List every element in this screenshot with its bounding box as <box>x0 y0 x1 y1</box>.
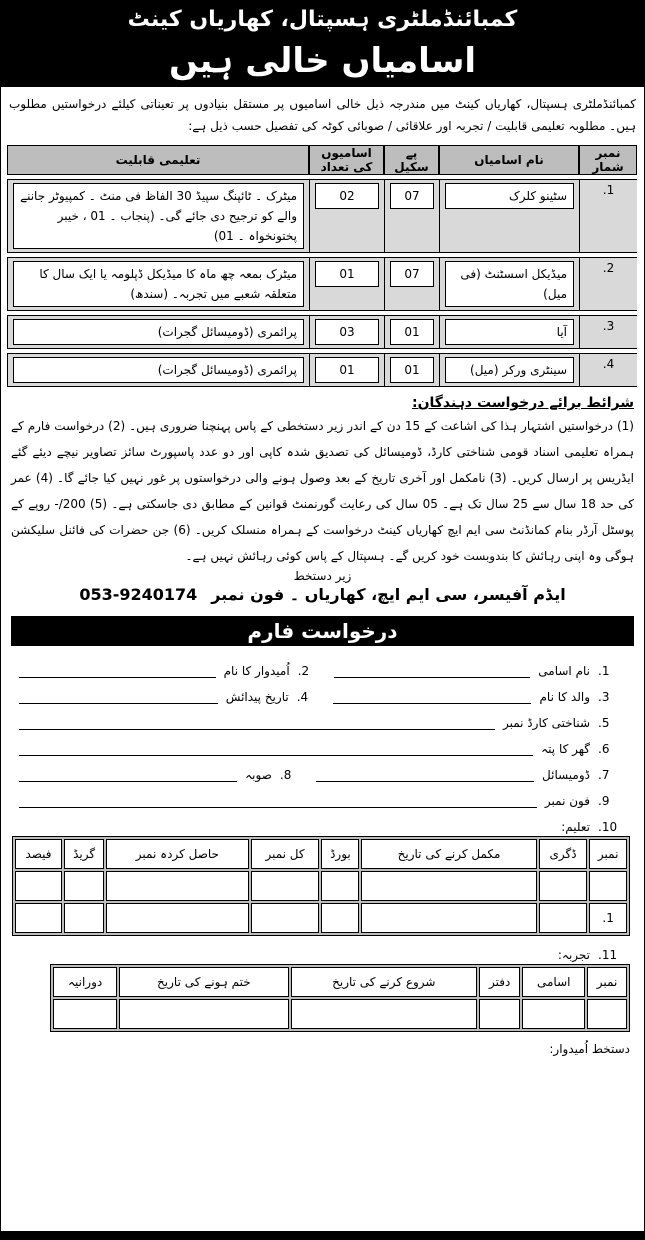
education-cell[interactable] <box>361 871 536 901</box>
experience-cell[interactable] <box>119 999 288 1029</box>
row-qualification: میٹرک بمعہ چھ ماہ کا میڈیکل ڈپلومہ یا ایک سال کا متعلقہ شعبے میں تجربہ۔ (سندھ) <box>13 261 304 307</box>
row-post-name-cell <box>439 257 579 311</box>
table-row <box>53 999 627 1029</box>
field-label-candidate: اُمیدوار کا نام <box>223 664 290 678</box>
experience-cell[interactable] <box>522 999 585 1029</box>
education-cell[interactable] <box>15 871 62 901</box>
field-number: 8. <box>279 768 292 782</box>
row-scale: 01 <box>390 319 434 345</box>
row-count: 01 <box>315 261 379 287</box>
row-serial: 2. <box>579 257 637 311</box>
father-name-line[interactable] <box>333 690 532 704</box>
experience-cell[interactable] <box>479 999 520 1029</box>
field-number: 1. <box>598 664 610 678</box>
address-line[interactable] <box>19 742 533 756</box>
education-cell[interactable] <box>321 903 359 933</box>
terms-body: (1) درخواستیں اشتہار ہذا کی اشاعت کے 15 دن کے اندر زیر دستخطی کے پاس پہنچنا ضروری ہیں۔ (2) درخواست فارم کے ہمراہ تعلیمی اسناد قومی شناختی کارڈ، ڈومیسائل کی تصدیق شدہ کاپی اور دو عدد پاسپورٹ سائز تصاویر نیچے دیئے گئے ایڈریس پر ارسال کریں۔ (3) نامکمل اور آخری تاریخ کے بعد وصول ہونے والی درخواستوں پر غور نہیں کیا جائے گا۔ (4) عمر کی حد 18 سال سے 25 سال تک ہے۔ 05 سال کی رعایت گورنمنٹ قوانین کے مطابق دی جاسکتی ہے۔ (5) 200/- روپے کے پوسٹل آرڈر بنام کمانڈنٹ سی ایم ایچ کھاریاں کینٹ درخواست کے ہمراہ منسلک کریں۔ (6) جن حضرات کی فائنل سلیکشن ہوگی وہ اپنی رہائش کا بندوبست خود کریں گے۔ ہسپتال کے پاس کوئی رہائش نہیں ہے۔ <box>11 419 634 563</box>
experience-table <box>50 964 630 1032</box>
education-cell[interactable] <box>106 903 249 933</box>
education-cell[interactable] <box>539 871 588 901</box>
experience-cell[interactable] <box>587 999 627 1029</box>
row-count: 03 <box>315 319 379 345</box>
education-cell[interactable] <box>251 903 320 933</box>
field-label-experience: تجربہ: <box>557 948 590 962</box>
row-post-name: میڈیکل اسسٹنٹ (فی میل) <box>445 261 574 307</box>
edu-col-degree: ڈگری <box>539 839 588 869</box>
hospital-name: کمبائنڈملٹری ہسپتال، کھاریاں کینٹ <box>127 7 518 32</box>
row-post-name-cell <box>439 315 579 349</box>
field-number: 7. <box>598 768 610 782</box>
col-qualification: تعلیمی قابلیت <box>7 145 309 175</box>
exp-col-post: اسامی <box>522 967 585 997</box>
row-qual-cell <box>7 315 309 349</box>
row-post-name: سینٹری ورکر (میل) <box>445 357 574 383</box>
row-scale: 07 <box>390 183 434 209</box>
education-header-row <box>15 839 627 869</box>
field-label-phone: فون نمبر <box>544 794 590 808</box>
field-number: 3. <box>598 690 610 704</box>
row-count-cell <box>309 315 384 349</box>
field-label-cnic: شناختی کارڈ نمبر <box>502 716 590 730</box>
cnic-line[interactable] <box>19 716 495 730</box>
row-scale-cell <box>384 315 439 349</box>
officer-phone: 053-9240174 <box>79 585 198 604</box>
field-label-father: والد کا نام <box>539 690 590 704</box>
edu-col-completion: مکمل کرنے کی تاریخ <box>361 839 536 869</box>
field-number: 11. <box>598 948 618 962</box>
row-count-cell <box>309 179 384 253</box>
form-row-3 <box>1 704 644 730</box>
officer-line <box>1 583 644 606</box>
terms-title: شرائط برائے درخواست دہندگان: <box>411 395 634 411</box>
row-serial: 1. <box>579 179 637 253</box>
row-count-cell <box>309 353 384 387</box>
form-row-1 <box>1 652 644 678</box>
posts-table <box>7 141 637 391</box>
posts-header-row <box>7 145 637 175</box>
post-name-line[interactable] <box>334 664 531 678</box>
education-cell[interactable] <box>589 871 627 901</box>
edu-col-number: نمبر <box>589 839 627 869</box>
row-count: 01 <box>315 357 379 383</box>
edu-col-board: بورڈ <box>321 839 359 869</box>
education-cell[interactable] <box>15 903 62 933</box>
field-number: 10. <box>598 820 618 834</box>
row-scale: 01 <box>390 357 434 383</box>
row-qualification: پرائمری (ڈومیسائل گجرات) <box>13 319 304 345</box>
table-row <box>7 315 637 349</box>
exp-col-office: دفتر <box>479 967 520 997</box>
form-title: درخواست فارم <box>11 616 634 646</box>
header-banner <box>1 1 644 87</box>
exp-col-start: شروع کرنے کی تاریخ <box>291 967 478 997</box>
field-number: 6. <box>598 742 610 756</box>
col-scale: پے سکیل <box>384 145 439 175</box>
field-number: 2. <box>297 664 310 678</box>
education-table <box>12 836 630 936</box>
table-row <box>7 179 637 253</box>
edu-col-total: کل نمبر <box>251 839 320 869</box>
province-line[interactable] <box>19 768 237 782</box>
candidate-signature: دستخط اُمیدوار: <box>549 1042 630 1056</box>
row-qual-cell <box>7 179 309 253</box>
field-label-post: نام اسامی <box>538 664 590 678</box>
intro-text: کمبائنڈملٹری ہسپتال، کھاریاں کینٹ میں مندرجہ ذیل خالی اسامیوں پر مستقل بنیادوں پر تعیناتی کیلئے درخواستیں مطلوب ہیں۔ مطلوبہ تعلیمی قابلیت / تجربہ اور علاقائی / صوبائی کوٹہ کی تفصیل حسب ذیل ہے: <box>9 97 636 133</box>
field-number: 4. <box>296 690 309 704</box>
education-cell[interactable] <box>64 903 104 933</box>
field-label-address: گھر کا پتہ <box>541 742 590 756</box>
row-serial: 3. <box>579 315 637 349</box>
education-cell[interactable] <box>361 903 536 933</box>
exp-col-number: نمبر <box>587 967 627 997</box>
field-label-education: تعلیم: <box>561 820 590 834</box>
edu-col-percent: فیصد <box>15 839 62 869</box>
row-count-cell <box>309 257 384 311</box>
row-scale-cell <box>384 179 439 253</box>
row-post-name-cell <box>439 179 579 253</box>
form-row-6 <box>1 782 644 808</box>
experience-cell[interactable] <box>53 999 117 1029</box>
col-post-name: نام اسامیاں <box>439 145 579 175</box>
field-label-province: صوبہ <box>245 768 272 782</box>
row-count: 02 <box>315 183 379 209</box>
row-post-name: آیا <box>445 319 574 345</box>
edu-col-obtained: حاصل کردہ نمبر <box>106 839 249 869</box>
edu-col-grade: گریڈ <box>64 839 104 869</box>
field-number: 9. <box>598 794 610 808</box>
col-count: اسامیوں کی تعداد <box>309 145 384 175</box>
candidate-name-line[interactable] <box>19 664 216 678</box>
bottom-bar <box>1 1231 644 1239</box>
exp-col-end: ختم ہونے کی تاریخ <box>119 967 288 997</box>
form-row-7 <box>1 808 644 834</box>
row-scale-cell <box>384 257 439 311</box>
row-post-name: سٹینو کلرک <box>445 183 574 209</box>
education-row-number: 1. <box>589 903 627 933</box>
col-serial: نمبر شمار <box>579 145 637 175</box>
domicile-line[interactable] <box>316 768 534 782</box>
row-qualification: میٹرک ۔ ٹائپنگ سپیڈ 30 الفاظ فی منٹ ۔ کمپیوٹر جاننے والے کو ترجیح دی جائے گی۔ (پنجاب ۔ 01 ، خیبر پختونخواہ ۔ 01) <box>13 183 304 249</box>
phone-line[interactable] <box>19 794 537 808</box>
education-cell[interactable] <box>539 903 588 933</box>
exp-col-duration: دورانیہ <box>53 967 117 997</box>
table-row <box>7 353 637 387</box>
education-cell[interactable] <box>64 871 104 901</box>
form-row-5 <box>1 756 644 782</box>
field-number: 5. <box>598 716 610 730</box>
education-cell[interactable] <box>251 871 320 901</box>
dob-line[interactable] <box>19 690 218 704</box>
table-row <box>7 257 637 311</box>
field-label-dob: تاریخ پیدائش <box>225 690 289 704</box>
row-serial: 4. <box>579 353 637 387</box>
form-row-2 <box>1 678 644 704</box>
row-scale-cell <box>384 353 439 387</box>
table-row <box>15 903 627 933</box>
education-cell[interactable] <box>321 871 359 901</box>
experience-header-row <box>53 967 627 997</box>
form-row-8 <box>1 936 644 962</box>
experience-cell[interactable] <box>291 999 478 1029</box>
row-qualification: پرائمری (ڈومیسائل گجرات) <box>13 357 304 383</box>
table-row <box>15 871 627 901</box>
row-post-name-cell <box>439 353 579 387</box>
row-scale: 07 <box>390 261 434 287</box>
row-qual-cell <box>7 353 309 387</box>
education-cell[interactable] <box>106 871 249 901</box>
form-row-4 <box>1 730 644 756</box>
row-qual-cell <box>7 257 309 311</box>
field-label-domicile: ڈومیسائل <box>542 768 590 782</box>
officer-title: ایڈم آفیسر، سی ایم ایچ، کھاریاں ۔ فون نمبر <box>211 585 566 604</box>
signature-label: زیر دستخط <box>293 569 352 583</box>
headline: اسامیاں خالی ہیں <box>168 41 477 81</box>
